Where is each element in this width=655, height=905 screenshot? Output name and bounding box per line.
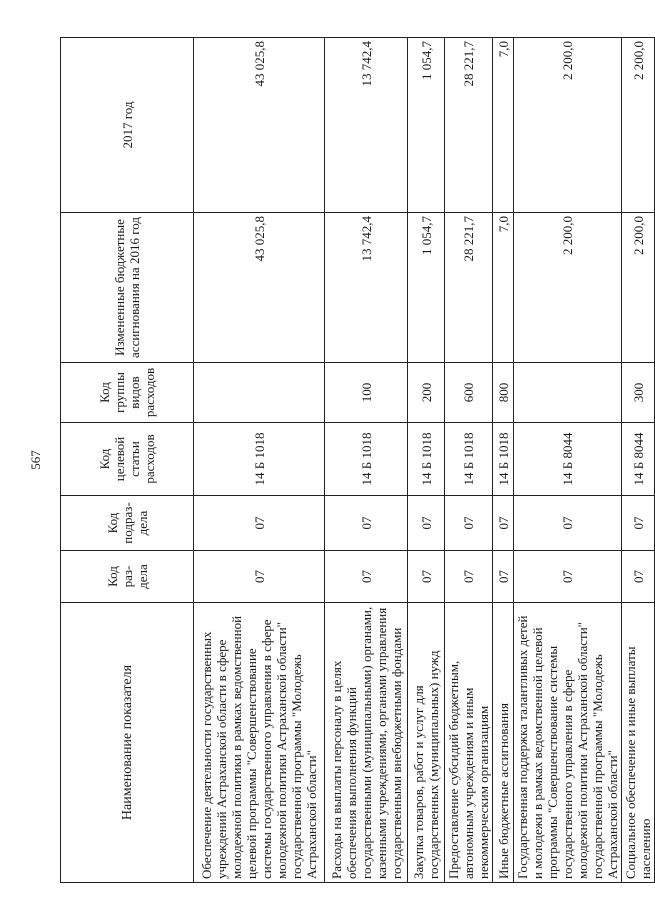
cell-amended-2016: 1 054,7	[408, 213, 445, 363]
table-row	[325, 38, 408, 883]
cell-subsection: 07	[493, 496, 514, 551]
cell-amended-2016: 28 221,7	[445, 213, 493, 363]
cell-target: 14 Б 1018	[445, 423, 493, 496]
cell-subsection: 07	[514, 496, 622, 551]
cell-target: 14 Б 8044	[622, 423, 655, 496]
cell-target: 14 Б 8044	[514, 423, 622, 496]
cell-section: 07	[493, 551, 514, 603]
cell-2017: 1 054,7	[408, 38, 445, 213]
cell-group: 200	[408, 363, 445, 423]
cell-name: Закупка товаров, работ и услуг для государственных (муниципальных) нужд	[408, 603, 445, 883]
table-row	[408, 38, 445, 883]
cell-subsection: 07	[445, 496, 493, 551]
rotated-table-container	[60, 38, 653, 883]
header-name: Наименование показателя	[61, 603, 194, 883]
page-number: 567	[28, 450, 43, 470]
header-expense-group: Код группы видов расходов	[61, 363, 194, 423]
cell-subsection: 07	[325, 496, 408, 551]
cell-amended-2016: 2 200,0	[514, 213, 622, 363]
header-section: Код раз-дела	[61, 551, 194, 603]
budget-table	[60, 37, 655, 883]
cell-2017: 2 200,0	[514, 38, 622, 213]
cell-section: 07	[408, 551, 445, 603]
cell-target: 14 Б 1018	[194, 423, 325, 496]
cell-name: Предоставление субсидий бюджетным, автономным учреждениям и иным некоммерческим организациям	[445, 603, 493, 883]
table-row	[514, 38, 622, 883]
cell-2017: 13 742,4	[325, 38, 408, 213]
cell-name: Обеспечение деятельности государственных учреждений Астраханской области в сфере молодежной политики в рамках ведомственной целевой программы "Совершенствование системы государственного управления в сфере молодежной политики Астраханской области" государственной программы "Молодежь Астраханской области"	[194, 603, 325, 883]
cell-name: Социальное обеспечение и иные выплаты населению	[622, 603, 655, 883]
header-2017: 2017 год	[61, 38, 194, 213]
table-row	[194, 38, 325, 883]
header-amended-2016: Измененные бюджетные ассигнования на 2016 год	[61, 213, 194, 363]
cell-target: 14 Б 1018	[408, 423, 445, 496]
table-row	[445, 38, 493, 883]
cell-group	[194, 363, 325, 423]
cell-2017: 2 200,0	[622, 38, 655, 213]
cell-subsection: 07	[194, 496, 325, 551]
cell-amended-2016: 2 200,0	[622, 213, 655, 363]
cell-subsection: 07	[408, 496, 445, 551]
cell-amended-2016: 7,0	[493, 213, 514, 363]
cell-name: Государственная поддержка талантливых детей и молодежи в рамках ведомственной целевой программы "Совершенствование системы государственного управления в сфере молодежной политики Астраханской области" государственной программы "Молодежь Астраханской области"	[514, 603, 622, 883]
cell-section: 07	[445, 551, 493, 603]
header-target: Код целевой статьи расходов	[61, 423, 194, 496]
table-row	[622, 38, 655, 883]
cell-2017: 7,0	[493, 38, 514, 213]
cell-name: Расходы на выплаты персоналу в целях обеспечения выполнения функций государственными (муниципальными) органами, казенными учреждениями, органами управления государственными внебюджетными фондами	[325, 603, 408, 883]
cell-subsection: 07	[622, 496, 655, 551]
cell-name: Иные бюджетные ассигнования	[493, 603, 514, 883]
cell-2017: 43 025,8	[194, 38, 325, 213]
cell-amended-2016: 43 025,8	[194, 213, 325, 363]
table-row	[493, 38, 514, 883]
cell-group: 100	[325, 363, 408, 423]
cell-group	[514, 363, 622, 423]
header-row	[61, 38, 194, 883]
header-subsection: Код подраз-дела	[61, 496, 194, 551]
cell-section: 07	[194, 551, 325, 603]
cell-group: 300	[622, 363, 655, 423]
cell-target: 14 Б 1018	[325, 423, 408, 496]
cell-group: 800	[493, 363, 514, 423]
cell-group: 600	[445, 363, 493, 423]
cell-target: 14 Б 1018	[493, 423, 514, 496]
cell-section: 07	[622, 551, 655, 603]
cell-2017: 28 221,7	[445, 38, 493, 213]
cell-amended-2016: 13 742,4	[325, 213, 408, 363]
cell-section: 07	[325, 551, 408, 603]
cell-section: 07	[514, 551, 622, 603]
